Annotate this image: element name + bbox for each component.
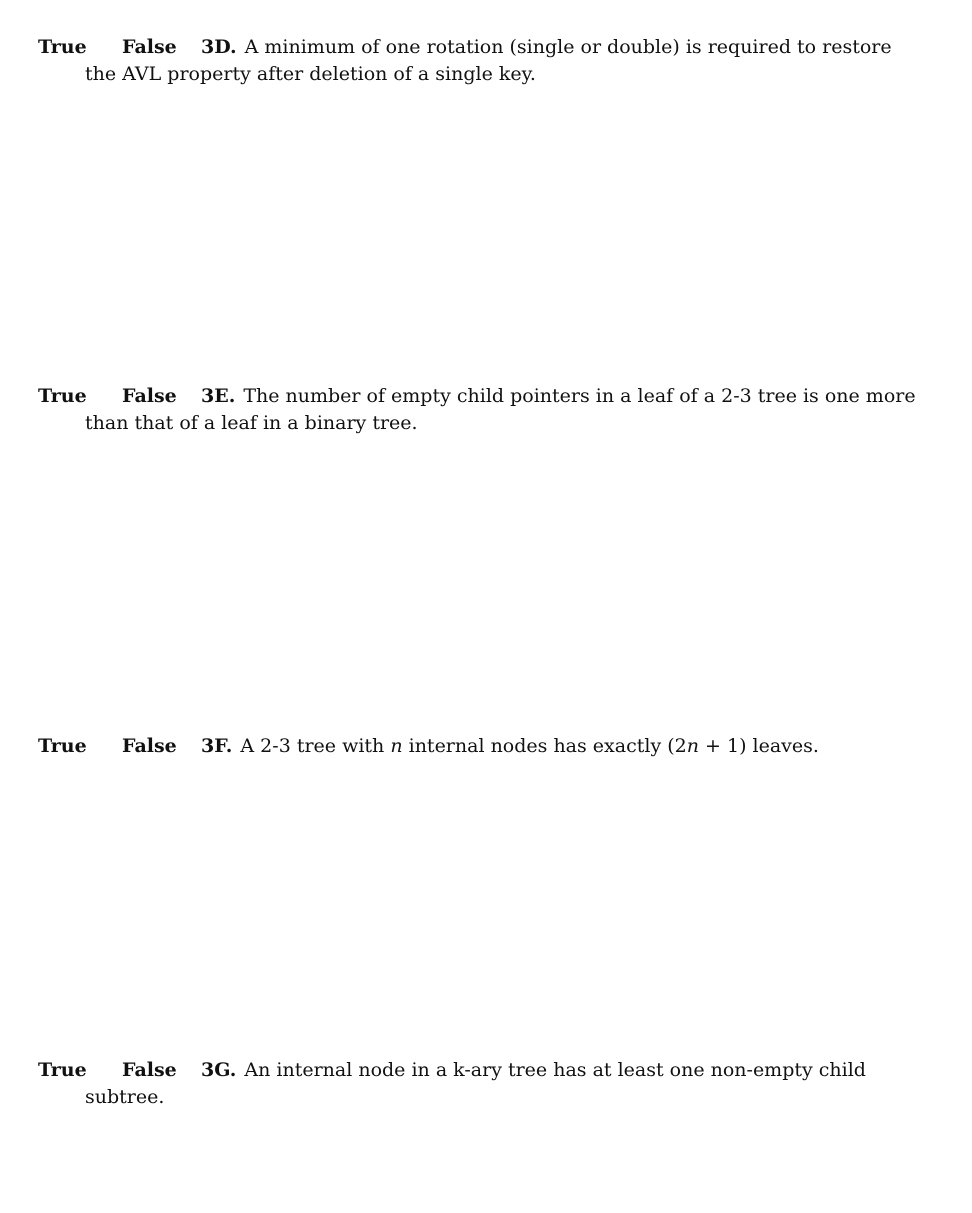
question-text: An internal node in a k-ary tree has at least one non-empty child — [244, 1059, 866, 1081]
true-option[interactable]: True — [38, 1059, 87, 1081]
false-option[interactable]: False — [122, 36, 177, 58]
true-option[interactable]: True — [38, 36, 87, 58]
false-option[interactable]: False — [122, 1059, 177, 1081]
question-3g — [38, 1057, 928, 1111]
false-option[interactable]: False — [122, 735, 177, 757]
question-number: 3G. — [201, 1059, 237, 1081]
question-number: 3D. — [201, 36, 237, 58]
question-3g-line2: subtree. — [85, 1086, 165, 1108]
math-variable-n: n — [390, 735, 403, 757]
formula-close: + 1) — [698, 735, 747, 757]
question-3f — [38, 733, 928, 760]
question-3e-line2: than that of a leaf in a binary tree. — [85, 412, 418, 434]
question-text-middle: internal nodes has exactly — [402, 735, 668, 757]
question-3d-line2: the AVL property after deletion of a single key. — [85, 63, 536, 85]
question-3d-line1 — [38, 34, 928, 61]
question-text: A minimum of one rotation (single or double) is required to restore — [244, 36, 892, 58]
question-3g-line1 — [38, 1057, 928, 1084]
question-text-after: leaves. — [746, 735, 819, 757]
question-3e-line1 — [38, 383, 928, 410]
question-text-before: A 2-3 tree with — [240, 735, 391, 757]
question-3d — [38, 34, 928, 88]
true-option[interactable]: True — [38, 735, 87, 757]
true-option[interactable]: True — [38, 385, 87, 407]
question-number: 3F. — [201, 735, 233, 757]
formula-open: (2 — [667, 735, 687, 757]
formula-variable-n: n — [686, 735, 699, 757]
question-text: The number of empty child pointers in a leaf of a 2-3 tree is one more — [243, 385, 916, 407]
question-3f-line1 — [38, 733, 928, 760]
question-number: 3E. — [201, 385, 236, 407]
false-option[interactable]: False — [122, 385, 177, 407]
question-3e — [38, 383, 928, 437]
